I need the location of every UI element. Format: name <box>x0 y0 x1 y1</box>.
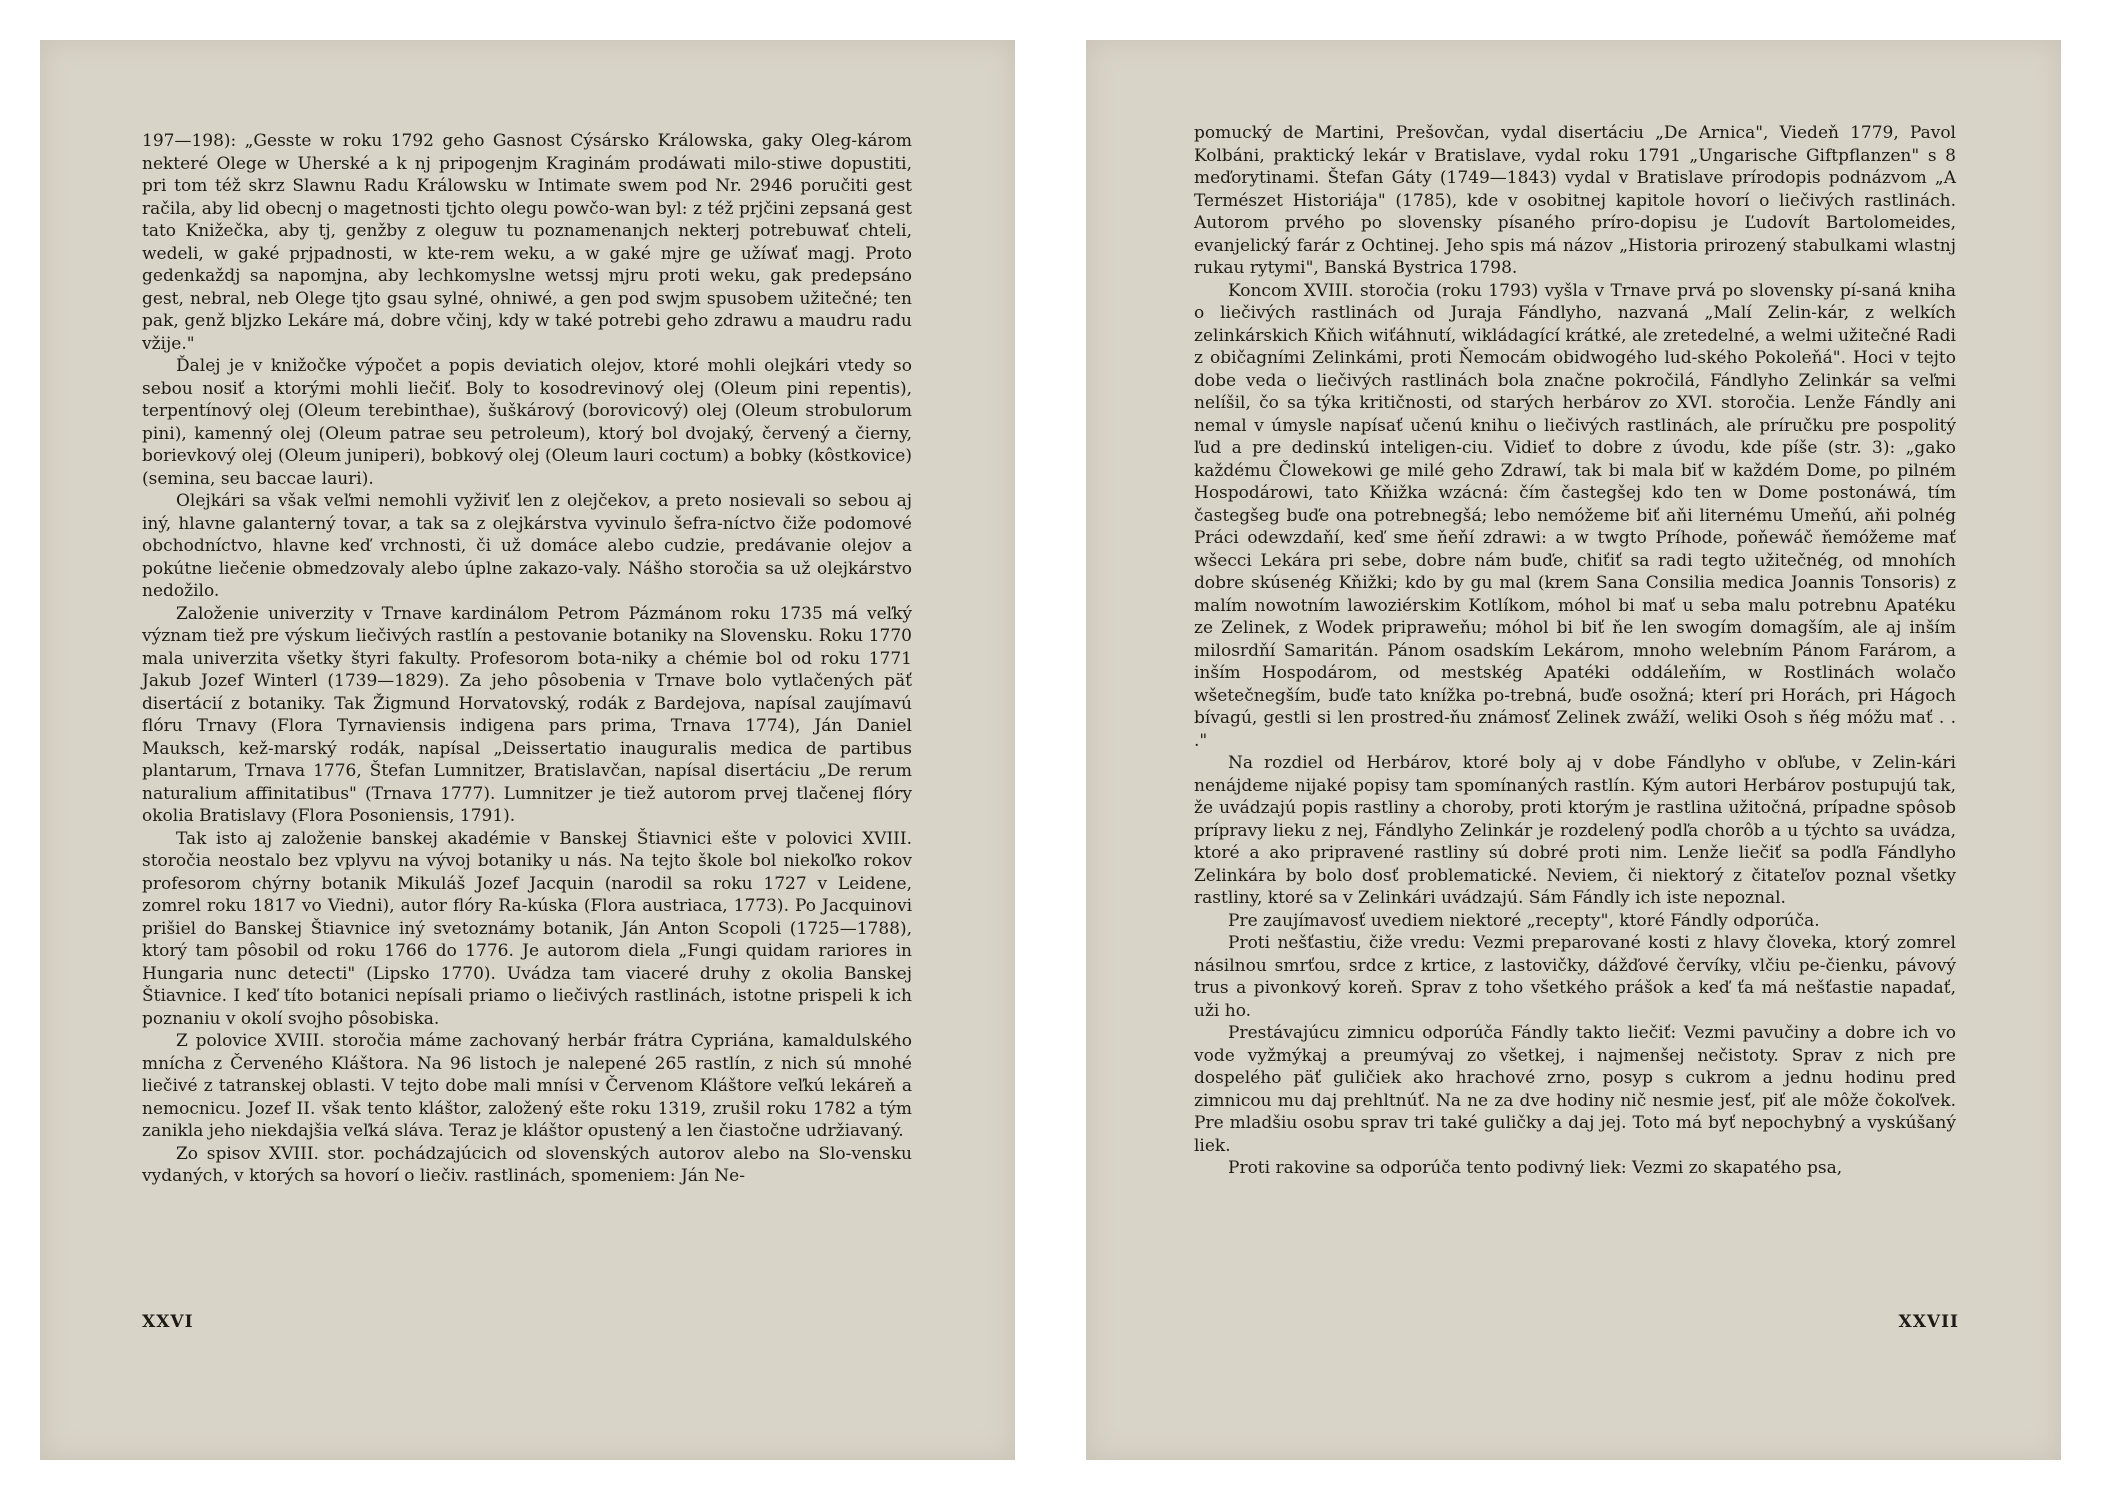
right-paragraph-2: Koncom XVIII. storočia (roku 1793) vyšla v Trnave prvá po slovensky pí-saná kniha o liečivých rastlinách od Juraja Fándlyho, nazvaná „Malí Zelin-kár, z welkích zelinkárskich Kňich wiťáhnutí, wikládagící krátké, ale zretedelné, a welmi užitečné Radi z običagními Zelinkámi, proti Ňemocám obidwogého lud-ského Pokoleňá". Hoci v tejto dobe veda o liečivých rastlinách bola značne pokročilá, Fándlyho Zelinkár sa veľmi nelíšil, čo sa týka kritičnosti, od starých herbárov zo XVI. storočia. Lenže Fándly ani nemal v úmysle napísať učenú knihu o liečivých rastlinách, ale príručku pre pospolitý ľud a pre dedinskú inteligen-ciu. Vidieť to dobre z úvodu, kde píše (str. 3): „gako každému Člowekowi ge milé geho Zdrawí, tak bi mala biť w každém Dome, po pilném Hospodárowi, tato Kňižka wzácná: čím častegšej kdo ten w Dome postonáwá, tím častegšeg buďe ona potrebnegšá; lebo nemóžeme biť aňi liternému Umeňú, aňi polnég Práci odewzdaňí, keď sme ňeňí zdrawi: a w twgto Príhode, poňewáč ňemóžeme mať wšecci Lekára pri sebe, dobre nám buďe, chiťiť sa radi tegto užitečnég, od mnohích dobre skúsenég Kňižki; kdo by gu mal (krem Sana Consilia medica Joannis Tonsoris) z malím nowotním lawoziérskim Kotlíkom, móhol bi mať u seba malu potrebnu Apatéku ze Zelinek, z Wodek pripraweňu; móhol bi biť ňe len swogím domagším, ale aj inším milosrdňí Samaritán. Pánom osadskím Lekárom, mnoho welebním Pánom Farárom, a inším Hospodárom, od mestskég Apatéki oddáleňím, w Rostlinách wolačo wšetečnegším, buďe tato knížka po-trebná, buďe osožná; kterí pri Horách, pri Hágoch bívagú, gestli si len prostred-ňu známosť Zelinek zwáží, weliki Osoh s ňég móžu mať . . ." <box>1194 280 1956 751</box>
right-paragraph-1: pomucký de Martini, Prešovčan, vydal disertáciu „De Arnica", Viedeň 1779, Pavol Kolbáni, praktický lekár v Bratislave, vydal roku 1791 „Ungarische Giftpflanzen" s 8 meďorytinami. Štefan Gáty (1749—1843) vydal v Bratislave prírodopis podnázvom „A Természet Historiája" (1785), kde v osobitnej kapitole hovorí o liečivých rastlinách. Autorom prvého po slovensky písaného príro-dopisu je Ľudovít Bartolomeides, evanjelický farár z Ochtinej. Jeho spis má názov „Historia prirozený stabulkami wlastnj rukau rytymi", Banská Bystrica 1798. <box>1194 123 1956 278</box>
left-page <box>40 40 1015 1460</box>
left-paragraph-7: Zo spisov XVIII. stor. pochádzajúcich od slovenských autorov alebo na Slo-vensku vydaných, v ktorých sa hovorí o liečiv. rastlinách, spomeniem: Ján Ne- <box>142 1143 912 1186</box>
left-paragraph-5: Tak isto aj založenie banskej akadémie v Banskej Štiavnici ešte v polovici XVIII. storočia neostalo bez vplyvu na vývoj botaniky u nás. Na tejto škole bol niekoľko rokov profesorom chýrny botanik Mikuláš Jozef Jacquin (narodil sa roku 1727 v Leidene, zomrel roku 1817 vo Viedni), autor flóry Ra-kúska (Flora austriaca, 1773). Po Jacquinovi prišiel do Banskej Štiavnice iný svetoznámy botanik, Ján Anton Scopoli (1725—1788), ktorý tam pôsobil od roku 1766 do 1776. Je autorom diela „Fungi quidam rariores in Hungaria nunc detecti" (Lipsko 1770). Uvádza tam viaceré druhy z okolia Banskej Štiavnice. I keď títo botanici nepísali priamo o liečivých rastlinách, istotne prispeli k ich poznaniu v okolí svojho pôsobiska. <box>142 828 912 1029</box>
left-page-number: XXVI <box>142 1312 194 1332</box>
right-paragraph-5: Proti nešťastiu, čiže vredu: Vezmi preparované kosti z hlavy človeka, ktorý zomrel násilnou smrťou, srdce z krtice, z lastovičky, dážďové červíky, vlčiu pe-čienku, pávový trus a pivonkový koreň. Sprav z toho všetkého prášok a keď ťa má nešťastie napadať, uži ho. <box>1194 933 1956 1021</box>
right-page-text <box>1194 122 1956 1180</box>
left-paragraph-1: 197—198): „Gesste w roku 1792 geho Gasnost Cýsársko Králowska, gaky Oleg-károm nekteré Olege w Uherské a k nj pripogenjm Kraginám prodáwati milo-stiwe dopustiti, pri tom též skrz Slawnu Radu Králowsku w Intimate swem pod Nr. 2946 poručiti gest račila, aby lid obecnj o magetnosti tjchto olegu powčo-wan byl: z též prjčini zepsaná gest tato Knižečka, aby tj, genžby z oleguw tu poznamenanjch nekterj potrebuwať chteli, wedeli, w gaké prjpadnosti, w kte-rem weku, a w gaké mjre ge užíwať magj. Proto gedenkaždj sa napomjna, aby lechkomyslne wetssj mjru proti weku, gak predepsáno gest, nebral, neb Olege tjto gsau sylné, ohniwé, a gen pod swjm spusobem užitečné; ten pak, genž bljzko Lekáre má, dobre včinj, kdy w také potrebi geho zdrawu a maudru radu vžije." <box>142 131 912 354</box>
left-paragraph-4: Založenie univerzity v Trnave kardinálom Petrom Pázmánom roku 1735 má veľký význam tiež pre výskum liečivých rastlín a pestovanie botaniky na Slovensku. Roku 1770 mala univerzita všetky štyri fakulty. Profesorom bota-niky a chémie bol od roku 1771 Jakub Jozef Winterl (1739—1829). Za jeho pôsobenia v Trnave bolo vytlačených päť disertácií z botaniky. Tak Žigmund Horvatovský, rodák z Bardejova, napísal zaujímavú flóru Trnavy (Flora Tyrnaviensis indigena pars prima, Trnava 1774), Ján Daniel Mauksch, kež-marský rodák, napísal „Deissertatio inauguralis medica de partibus plantarum, Trnava 1776, Štefan Lumnitzer, Bratislavčan, napísal disertáciu „De rerum naturalium affinitatibus" (Trnava 1777). Lumnitzer je tiež autorom prvej tlačenej flóry okolia Bratislavy (Flora Posoniensis, 1791). <box>142 603 912 826</box>
left-paragraph-2: Ďalej je v knižočke výpočet a popis deviatich olejov, ktoré mohli olejkári vtedy so sebou nosiť a ktorými mohli liečiť. Boly to kosodrevinový olej (Oleum pini repentis), terpentínový olej (Oleum terebinthae), šuškárový (borovicový) olej (Oleum strobulorum pini), kamenný olej (Oleum patrae seu petroleum), ktorý bol dvojaký, červený a čierny, borievkový olej (Oleum juniperi), bobkový olej (Oleum lauri coctum) a bobky (kôstkovice) (semina, seu baccae lauri). <box>142 356 912 489</box>
right-page-number: XXVII <box>1898 1312 1959 1332</box>
left-paragraph-3: Olejkári sa však veľmi nemohli vyživiť len z olejčekov, a preto nosievali so sebou aj iný, hlavne galanterný tovar, a tak sa z olejkárstva vyvinulo šefra-níctvo čiže podomové obchodníctvo, hlavne keď vrchnosti, či už domáce alebo cudzie, predávanie olejov a pokútne liečenie obmedzovaly alebo úplne zakazo-valy. Nášho storočia sa už olejkárstvo nedožilo. <box>142 491 912 601</box>
left-paragraph-6: Z polovice XVIII. storočia máme zachovaný herbár frátra Cypriána, kamaldulského mnícha z Červeného Kláštora. Na 96 listoch je nalepené 265 rastlín, z nich sú mnohé liečivé z tatranskej oblasti. V tejto dobe mali mnísi v Červenom Kláštore veľkú lekáreň a nemocnicu. Jozef II. však tento kláštor, založený ešte roku 1319, zrušil roku 1782 a tým zanikla jeho niekdajšia veľká sláva. Teraz je kláštor opustený a len čiastočne udržiavaný. <box>142 1031 912 1141</box>
right-paragraph-6: Prestávajúcu zimnicu odporúča Fándly takto liečiť: Vezmi pavučiny a dobre ich vo vode vyžmýkaj a preumývaj zo všetkej, i najmenšej nečistoty. Sprav z nich pre dospelého päť guličiek ako hrachové zrno, posyp s cukrom a jednu hodinu pred zimnicou mu daj prehltnúť. Na ne za dve hodiny nič nesmie jesť, piť ale môže čokoľvek. Pre mladšiu osobu sprav tri také guličky a daj jej. Toto má byť nepochybný a vyskúšaný liek. <box>1194 1023 1956 1156</box>
right-paragraph-7: Proti rakovine sa odporúča tento podivný liek: Vezmi zo skapatého psa, <box>1228 1158 1843 1178</box>
right-paragraph-3: Na rozdiel od Herbárov, ktoré boly aj v dobe Fándlyho v obľube, v Zelin-kári nenájdeme nijaké popisy tam spomínaných rastlín. Kým autori Herbárov postupujú tak, že uvádzajú popis rastliny a choroby, proti ktorým je rastlina užitočná, prípadne spôsob prípravy lieku z nej, Fándlyho Zelinkár je rozdelený podľa chorôb a u týchto sa uvádza, ktoré a ako pripravené rastliny sú dobré proti nim. Lenže liečiť sa podľa Fándlyho Zelinkára by bolo dosť problematické. Neviem, či niektorý z čitateľov poznal všetky rastliny, ktoré sa v Zelinkári uvádzajú. Sám Fándly ich iste nepoznal. <box>1194 753 1956 908</box>
right-paragraph-4: Pre zaujímavosť uvediem niektoré „recepty", ktoré Fándly odporúča. <box>1228 910 1820 931</box>
right-page <box>1086 40 2061 1460</box>
left-page-text <box>142 130 912 1188</box>
